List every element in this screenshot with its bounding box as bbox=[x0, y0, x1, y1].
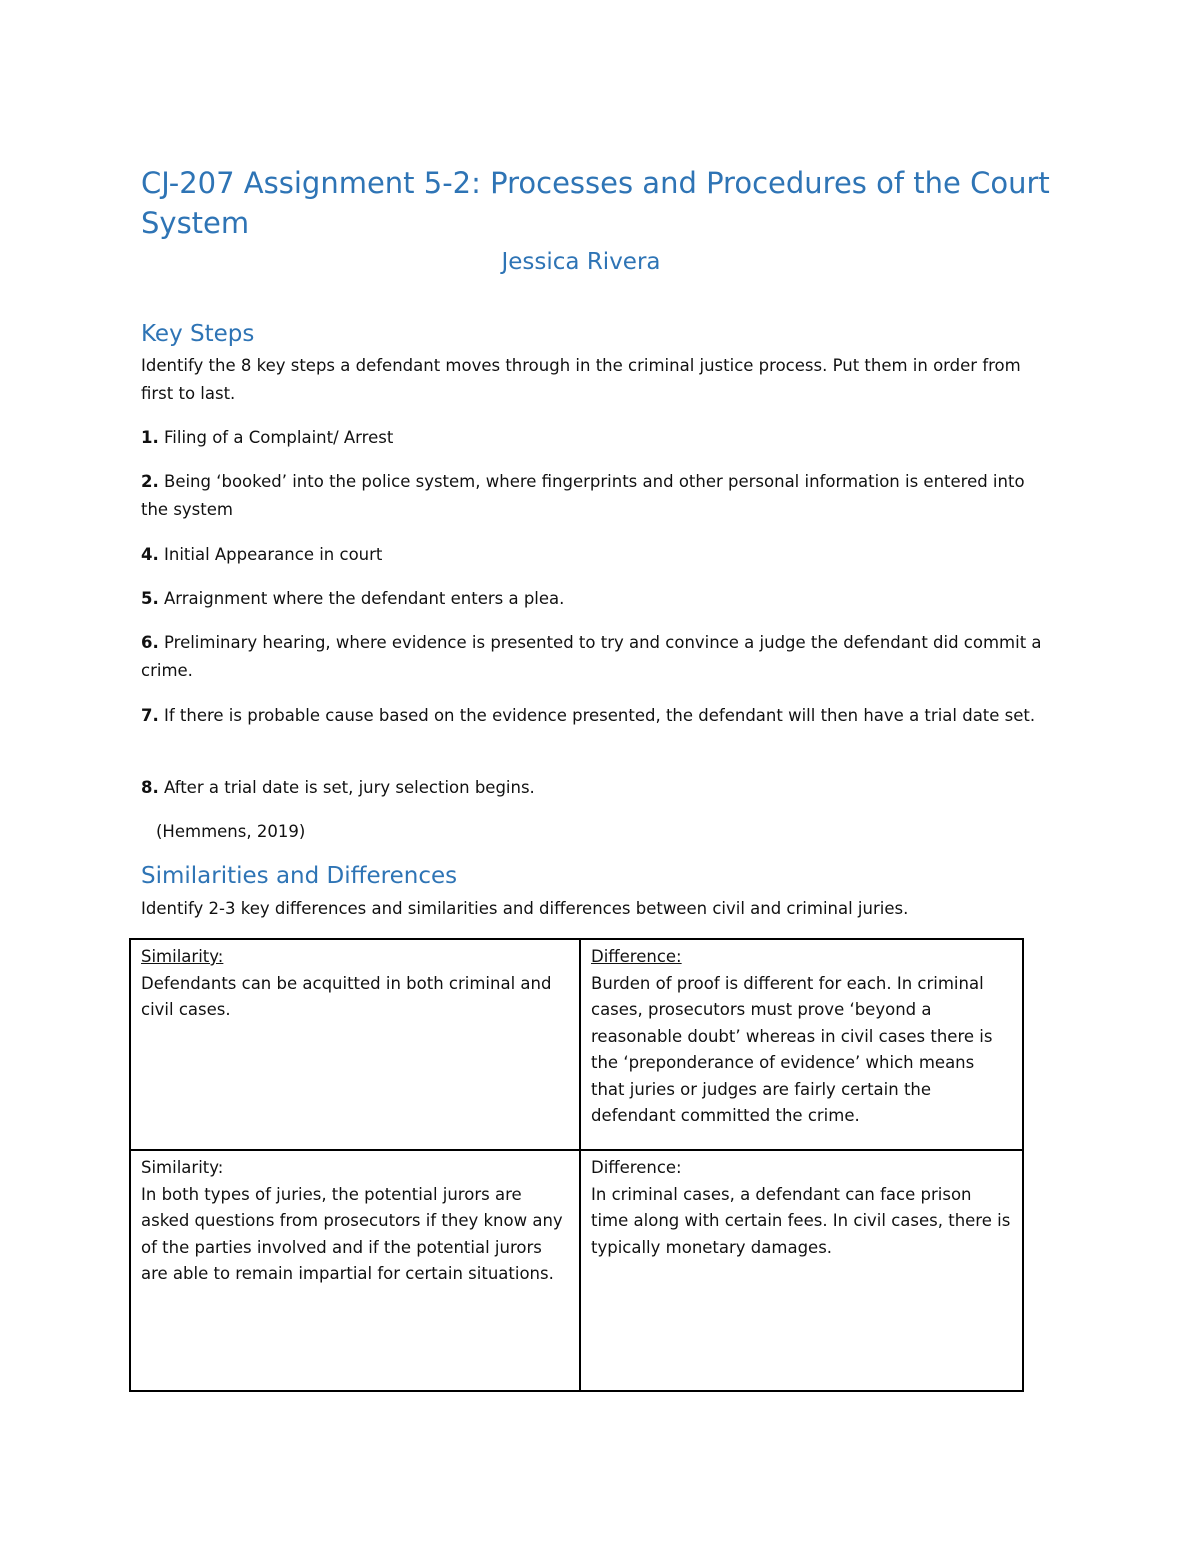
similarity-cell bbox=[130, 939, 580, 1150]
difference-label: Difference: bbox=[591, 947, 682, 966]
step-text: If there is probable cause based on the evidence presented, the defendant will then have a trial date set. bbox=[158, 706, 1036, 725]
difference-text: In criminal cases, a defendant can face prison time along with certain fees. In civil cases, there is typically monetary damages. bbox=[591, 1184, 1011, 1257]
difference-label: Difference: bbox=[591, 1158, 682, 1177]
step-item bbox=[141, 774, 1046, 802]
difference-text: Burden of proof is different for each. In criminal cases, prosecutors must prove ‘beyond a reasonable doubt’ whereas in civil cases there is the ‘preponderance of evidence’ which means that juries or judges are fairly certain the defendant committed the crime. bbox=[591, 973, 993, 1125]
author-name: Jessica Rivera bbox=[501, 249, 661, 275]
key-steps-heading: Key Steps bbox=[141, 321, 255, 347]
step-item bbox=[141, 468, 1046, 524]
step-number: 8. bbox=[141, 778, 159, 797]
similarities-intro: Identify 2-3 key differences and similarities and differences between civil and criminal juries. bbox=[141, 899, 909, 918]
step-number: 7. bbox=[141, 706, 159, 725]
step-item bbox=[141, 702, 1046, 730]
similarities-heading: Similarities and Differences bbox=[141, 863, 458, 889]
step-number: 6. bbox=[141, 633, 159, 652]
difference-cell bbox=[580, 1150, 1023, 1391]
step-number: 1. bbox=[141, 428, 159, 447]
comparison-table bbox=[129, 938, 1024, 1392]
step-item bbox=[141, 424, 1046, 452]
similarity-text: In both types of juries, the potential jurors are asked questions from prosecutors if they know any of the parties involved and if the potential jurors are able to remain impartial for certain situations. bbox=[141, 1184, 563, 1283]
step-number: 5. bbox=[141, 589, 159, 608]
similarity-label: Similarity: bbox=[141, 947, 224, 966]
step-item bbox=[141, 629, 1046, 685]
step-item bbox=[141, 585, 1046, 613]
citation: (Hemmens, 2019) bbox=[156, 822, 306, 841]
step-text: Preliminary hearing, where evidence is presented to try and convince a judge the defendant did commit a crime. bbox=[141, 633, 1042, 680]
step-number: 4. bbox=[141, 545, 159, 564]
similarity-cell bbox=[130, 1150, 580, 1391]
table-row bbox=[130, 1150, 1023, 1391]
step-text: After a trial date is set, jury selection begins. bbox=[158, 778, 535, 797]
similarity-label: Similarity: bbox=[141, 1158, 224, 1177]
step-text: Filing of a Complaint/ Arrest bbox=[158, 428, 394, 447]
key-steps-intro: Identify the 8 key steps a defendant moves through in the criminal justice process. Put them in order from first to last. bbox=[141, 356, 1021, 403]
step-item bbox=[141, 541, 1046, 569]
difference-cell bbox=[580, 939, 1023, 1150]
similarity-text: Defendants can be acquitted in both criminal and civil cases. bbox=[141, 973, 552, 1019]
step-text: Initial Appearance in court bbox=[158, 545, 383, 564]
document-title: CJ-207 Assignment 5-2: Processes and Procedures of the Court System bbox=[141, 166, 1050, 240]
step-text: Being ‘booked’ into the police system, where fingerprints and other personal information is entered into the system bbox=[141, 472, 1025, 519]
step-number: 2. bbox=[141, 472, 159, 491]
table-row bbox=[130, 939, 1023, 1150]
step-text: Arraignment where the defendant enters a plea. bbox=[158, 589, 565, 608]
